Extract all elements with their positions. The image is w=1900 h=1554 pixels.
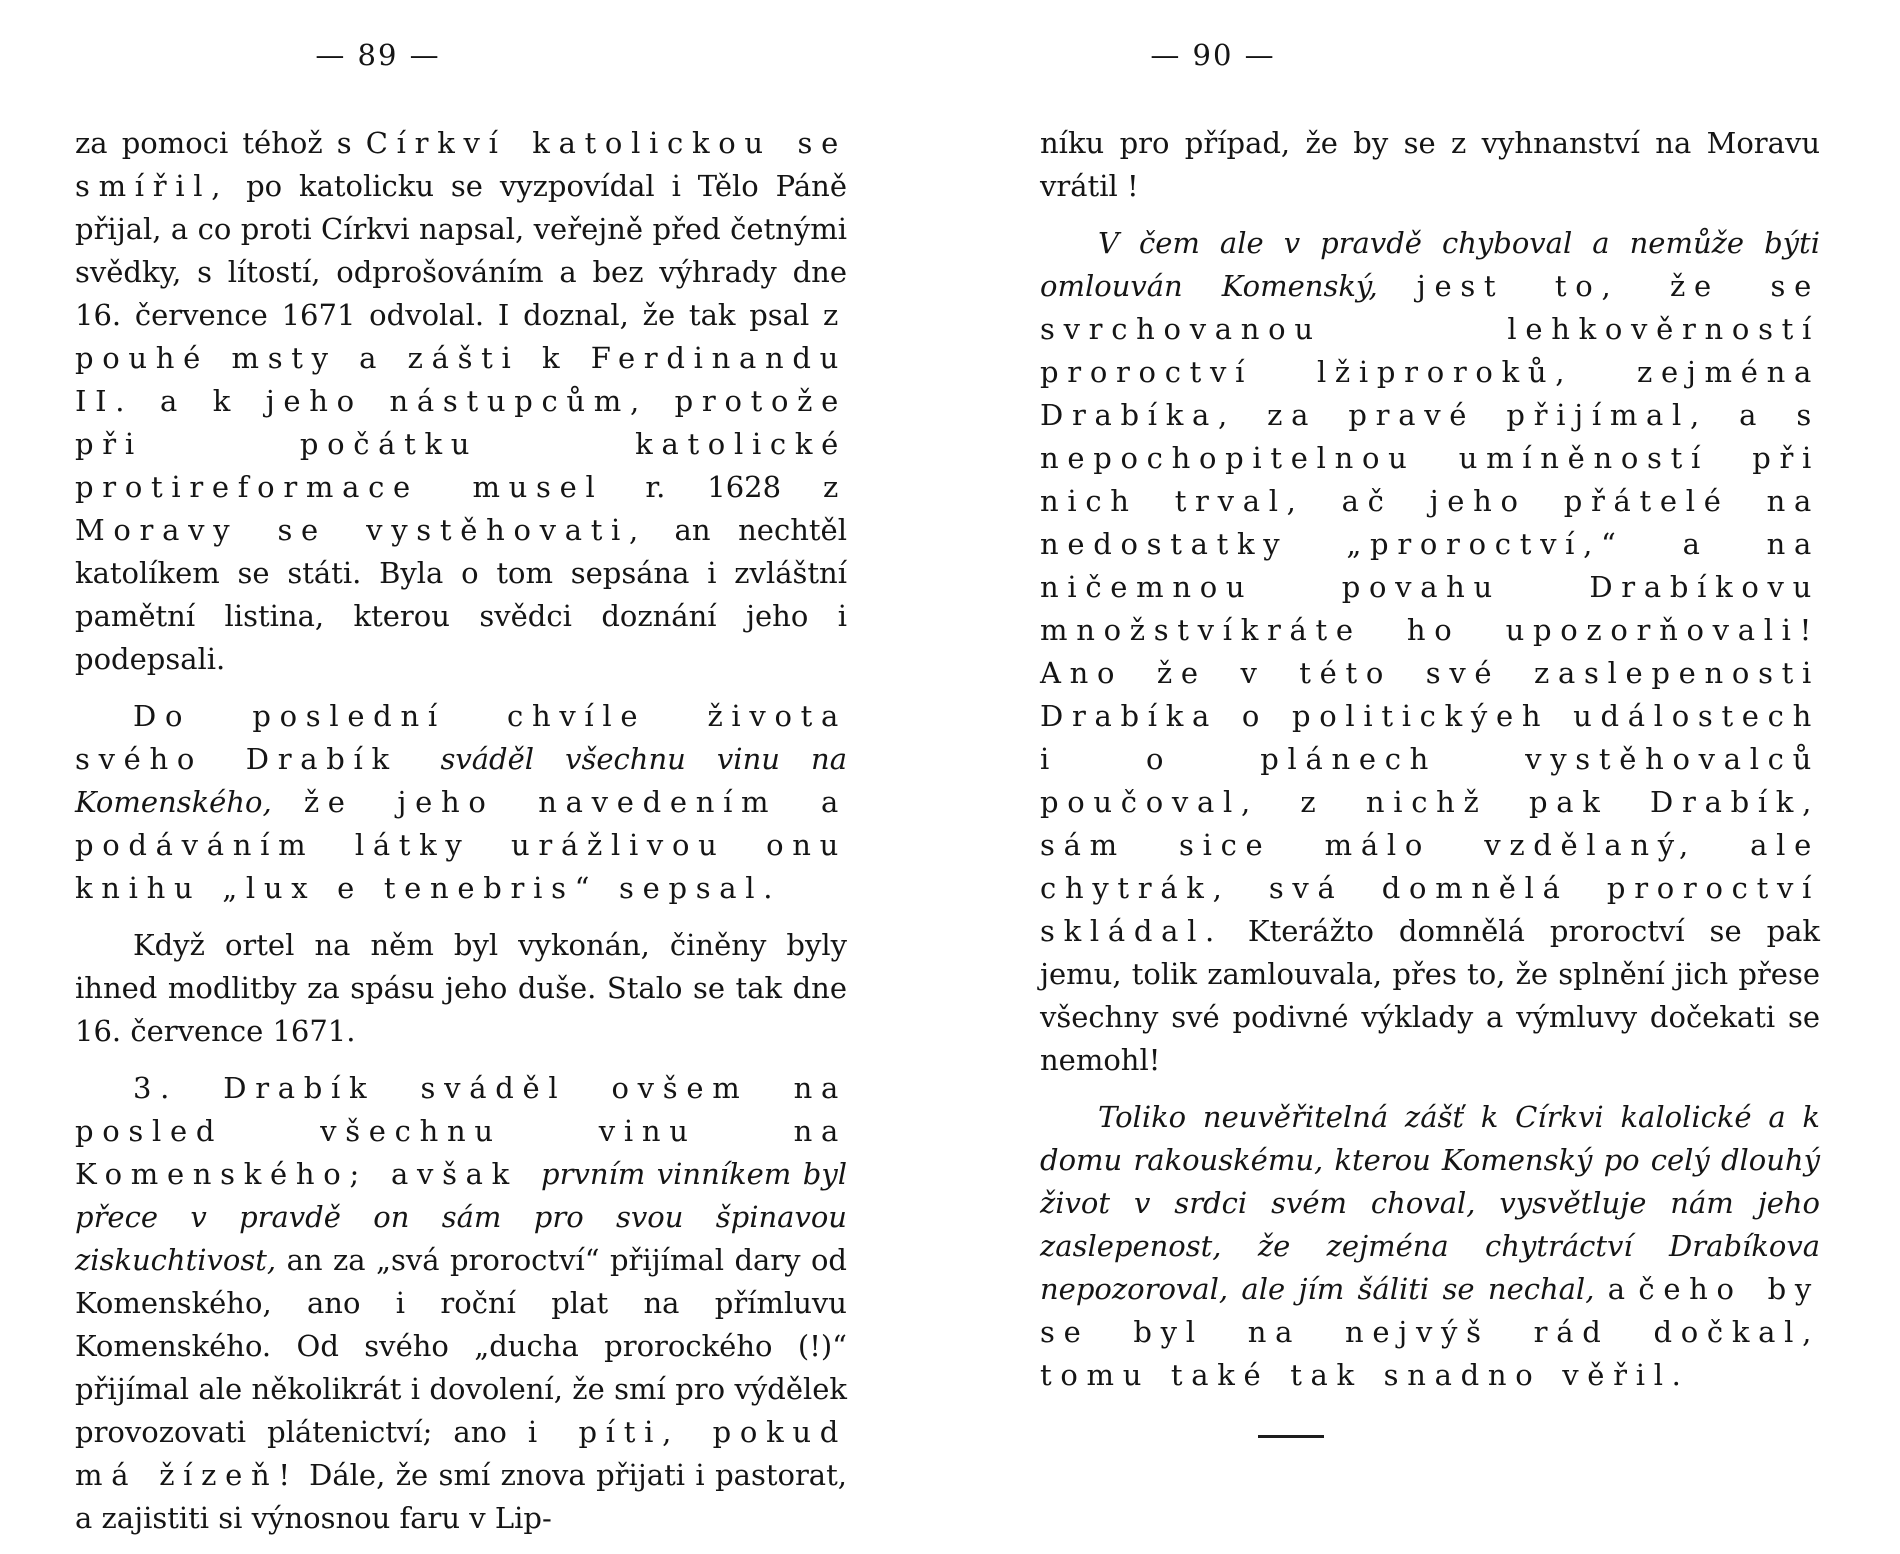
text-segment: Církví katolickou se smířil,	[75, 126, 847, 203]
text-segment: an za „svá proroctví“ přijímal dary od Komenského, ano i roční plat na přímluvu Komenského. Od svého „ducha prorockého (!)“ přijímal ale několikrát i dovolení, že smí pro výdělek provozovati plátenictví; ano	[75, 1243, 847, 1449]
paragraph	[75, 122, 847, 681]
paragraph	[1040, 222, 1820, 1082]
text-segment: V čem ale v pravdě chyboval a nemůže býti omlouván Komenský,	[1040, 226, 1820, 303]
paragraph	[75, 1067, 847, 1540]
text-segment: Do poslední chvíle života svého Drabík	[75, 699, 847, 776]
text-segment: že jeho navedením a podáváním látky urážlivou onu knihu „lux e tenebris“ sepsal.	[75, 785, 847, 905]
text-segment: po katolicku se vyzpovídal i Tělo Páně přijal, a co proti Církvi napsal, veřejně před četnými svědky, s lítostí, odprošováním a bez výhrady dne 16. července 1671 odvolal. I doznal, že tak psal	[75, 169, 847, 332]
paragraph	[75, 695, 847, 910]
text-segment: Toliko neuvěřitelná zášť k Církvi kalolické a k domu rakouskému, kterou Komenský po celý dlouhý život v srdci svém choval, vysvětluje nám jeho zaslepenost, že zejména chytráctví Drabíkova nepozoroval, ale jím šáliti se nechal,	[1040, 1100, 1820, 1306]
text-segment	[1378, 269, 1417, 303]
text-segment: r. 1628	[603, 470, 824, 504]
text-segment: za pomoci téhož s	[75, 126, 366, 160]
paragraph	[75, 924, 847, 1053]
text-segment: Když ortel na něm byl vykonán, činěny byly ihned modlitby za spásu jeho duše. Stalo se tak dne 16. července 1671.	[75, 928, 847, 1048]
text-segment	[272, 785, 304, 819]
text-segment: an nechtěl katolíkem se státi. Byla o tom sepsána i zvláštní pamětní listina, kterou svědci doznání jeho i podepsali.	[75, 513, 847, 676]
text-segment: z Moravy se vystěhovati,	[75, 470, 848, 547]
paragraph	[1040, 1096, 1820, 1397]
text-segment: 3. Drabík sváděl ovšem na posled všechnu vinu na Komenského; avšak	[75, 1071, 847, 1191]
text-segment: a	[1594, 1272, 1639, 1306]
text-segment: prvním vinníkem byl přece v pravdě on sám pro svou špinavou ziskuchtivost,	[75, 1157, 847, 1277]
page-89-text-column	[75, 122, 847, 1554]
text-segment: Dále, že smí znova přijati i pastorat, a zajistiti si výnosnou faru v Lip-	[75, 1458, 847, 1535]
text-segment: z pouhé msty a zášti k Ferdinandu II. a k jeho nástupcům, protože při počátku katolické protireformace musel	[75, 298, 847, 504]
page-90-text-column	[1040, 122, 1820, 1438]
page-number: — 90 —	[1150, 38, 1276, 72]
text-segment: i píti, pokud má žízeň!	[75, 1415, 848, 1492]
section-divider	[1258, 1435, 1324, 1438]
paragraph	[1040, 122, 1820, 208]
text-segment: sváděl všechnu vinu na Komenského,	[75, 742, 847, 819]
text-segment: jest to, že se svrchovanou lehkověrností proroctví lžiproroků, zejména Drabíka, za pravé přijímal, a s nepochopitelnou umíněností při nich trval, ač jeho přátelé na nedostatky „proroctví,“ a na ničemnou povahu Drabíkovu množstvíkráte ho upozorňovali! Ano že v této své zaslepenosti Drabíka o politickýeh událostech i o plánech vystěhovalců poučoval, z nichž pak Drabík, sám sice málo vzdělaný, ale chytrák, svá domnělá proroctví skládal.	[1040, 269, 1820, 948]
text-segment: níku pro případ, že by se z vyhnanství na Moravu vrátil !	[1040, 126, 1820, 203]
page-number: — 89 —	[315, 38, 441, 72]
text-segment: Kterážto domnělá proroctví se pak jemu, tolik zamlouvala, přes to, že splnění jich přese všechny své podivné výklady a výmluvy dočekati se nemohl!	[1040, 914, 1820, 1077]
text-segment: čeho by se byl na nejvýš rád dočkal, tomu také tak snadno věřil.	[1040, 1272, 1820, 1392]
